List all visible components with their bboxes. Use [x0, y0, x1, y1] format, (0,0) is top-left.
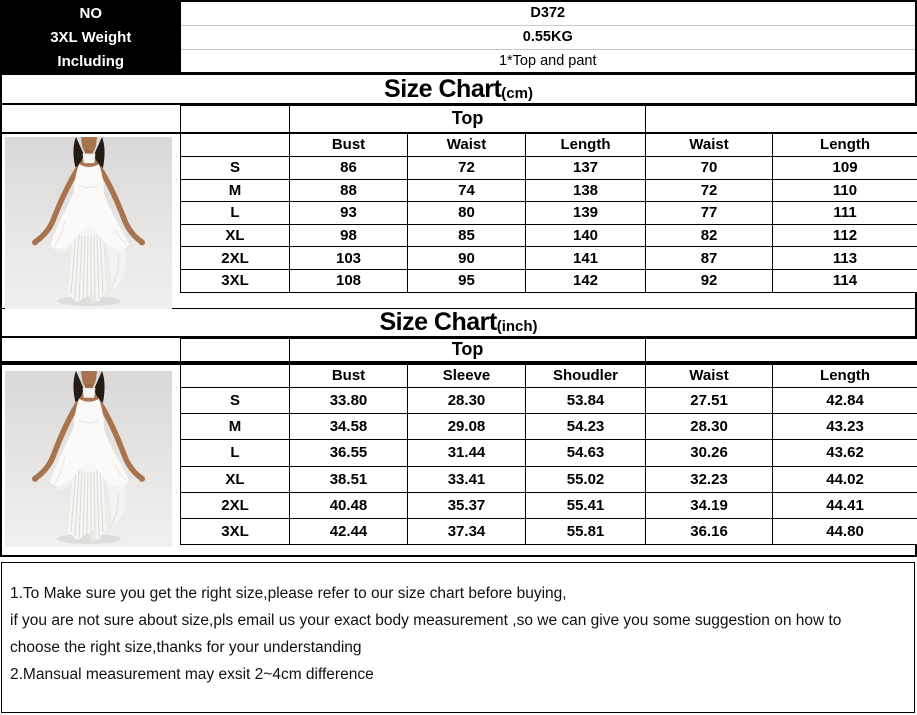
- size-label: M: [181, 179, 290, 202]
- info-value-style-number: D372: [181, 1, 917, 25]
- size-row-s: [181, 157, 917, 180]
- size-label: L: [181, 202, 290, 225]
- measurement-value: 33.80: [290, 388, 408, 414]
- measurement-value: 103: [290, 247, 408, 270]
- column-header: Bust: [290, 363, 408, 388]
- measurement-value: 54.63: [526, 440, 646, 466]
- empty-corner-cell: [181, 133, 290, 157]
- note-line: 2.Mansual measurement may exsit 2~4cm difference: [10, 666, 374, 683]
- measurement-value: 55.81: [526, 518, 646, 544]
- size-row-2xl: [181, 492, 917, 518]
- garment-group-label: Top: [290, 339, 646, 363]
- title-text-inch: Size Chart: [379, 308, 497, 336]
- empty-cell: [181, 339, 290, 363]
- size-row-xl: [181, 466, 917, 492]
- measurement-value: 37.34: [408, 518, 526, 544]
- measurement-value: 27.51: [646, 388, 773, 414]
- measurement-value: 42.84: [773, 388, 917, 414]
- size-chart-inch-title: [2, 308, 915, 338]
- measurement-value: 38.51: [290, 466, 408, 492]
- measurement-value: 140: [526, 224, 646, 247]
- size-label: M: [181, 414, 290, 440]
- measurement-value: 44.41: [773, 492, 917, 518]
- measurement-value: 110: [773, 179, 917, 202]
- column-header: Length: [773, 133, 917, 157]
- info-label-including: Including: [1, 49, 181, 73]
- info-value-weight: 0.55KG: [181, 25, 917, 49]
- size-table-cm: [180, 105, 917, 293]
- column-header: Sleeve: [408, 363, 526, 388]
- chart-area: [0, 72, 917, 557]
- measurement-value: 55.41: [526, 492, 646, 518]
- model-photo-illustration: [5, 371, 172, 547]
- size-row-l: [181, 440, 917, 466]
- measurement-value: 72: [408, 157, 526, 180]
- size-label: S: [181, 157, 290, 180]
- measurement-value: 137: [526, 157, 646, 180]
- measurement-value: 87: [646, 247, 773, 270]
- model-photo-illustration: [5, 137, 172, 309]
- measurement-value: 43.62: [773, 440, 917, 466]
- measurement-value: 86: [290, 157, 408, 180]
- title-unit-cm: (cm): [501, 84, 533, 102]
- divider-line: [2, 132, 180, 134]
- column-header: Waist: [646, 363, 773, 388]
- column-header: Shoudler: [526, 363, 646, 388]
- measurement-value: 44.80: [773, 518, 917, 544]
- note-line: if you are not sure about size,pls email us your exact body measurement ,so we can give you some suggestion on how to: [10, 612, 842, 629]
- title-unit-inch: (inch): [496, 318, 538, 335]
- size-row-3xl: [181, 269, 917, 292]
- measurement-value: 108: [290, 269, 408, 292]
- measurement-value: 36.55: [290, 440, 408, 466]
- measurement-value: 70: [646, 157, 773, 180]
- measurement-value: 32.23: [646, 466, 773, 492]
- size-row-s: [181, 388, 917, 414]
- measurement-value: 85: [408, 224, 526, 247]
- measurement-value: 55.02: [526, 466, 646, 492]
- empty-cell: [646, 106, 917, 133]
- info-row-including: [1, 49, 917, 73]
- info-value-including: 1*Top and pant: [498, 53, 597, 70]
- empty-cell: [646, 339, 917, 363]
- empty-cell: [181, 106, 290, 133]
- column-header-row: [181, 133, 917, 157]
- column-header: Length: [526, 133, 646, 157]
- divider-line: [2, 361, 180, 365]
- measurement-value: 30.26: [646, 440, 773, 466]
- measurement-value: 40.48: [290, 492, 408, 518]
- model-photo: [5, 137, 172, 309]
- size-row-m: [181, 414, 917, 440]
- measurement-value: 112: [773, 224, 917, 247]
- measurement-value: 80: [408, 202, 526, 225]
- measurement-value: 35.37: [408, 492, 526, 518]
- measurement-value: 54.23: [526, 414, 646, 440]
- measurement-value: 42.44: [290, 518, 408, 544]
- column-header: Length: [773, 363, 917, 388]
- measurement-value: 34.19: [646, 492, 773, 518]
- measurement-value: 141: [526, 247, 646, 270]
- measurement-value: 138: [526, 179, 646, 202]
- column-header: Waist: [646, 133, 773, 157]
- measurement-value: 113: [773, 247, 917, 270]
- size-label: S: [181, 388, 290, 414]
- column-header: Bust: [290, 133, 408, 157]
- size-table-inch: [180, 338, 917, 545]
- measurement-value: 92: [646, 269, 773, 292]
- measurement-value: 90: [408, 247, 526, 270]
- measurement-value: 98: [290, 224, 408, 247]
- column-header: Waist: [408, 133, 526, 157]
- measurement-value: 33.41: [408, 466, 526, 492]
- measurement-value: 31.44: [408, 440, 526, 466]
- measurement-value: 53.84: [526, 388, 646, 414]
- garment-group-label: Top: [290, 106, 646, 133]
- title-text-cm: Size Chart: [384, 74, 502, 103]
- size-label: 3XL: [181, 269, 290, 292]
- size-row-m: [181, 179, 917, 202]
- note-line: choose the right size,thanks for your understanding: [10, 639, 362, 656]
- measurement-value: 34.58: [290, 414, 408, 440]
- size-chart-cm-title: [2, 75, 915, 105]
- measurement-value: 82: [646, 224, 773, 247]
- size-row-l: [181, 202, 917, 225]
- info-label-weight: 3XL Weight: [1, 25, 181, 49]
- info-label-no: NO: [1, 1, 181, 25]
- group-header-row: [181, 106, 917, 133]
- measurement-value: 88: [290, 179, 408, 202]
- size-label: 3XL: [181, 518, 290, 544]
- product-info-table: [0, 0, 917, 73]
- measurement-value: 111: [773, 202, 917, 225]
- size-row-xl: [181, 224, 917, 247]
- size-label: XL: [181, 224, 290, 247]
- measurement-value: 95: [408, 269, 526, 292]
- group-header-row: [181, 339, 917, 363]
- measurement-value: 43.23: [773, 414, 917, 440]
- measurement-value: 109: [773, 157, 917, 180]
- measurement-value: 44.02: [773, 466, 917, 492]
- measurement-value: 28.30: [408, 388, 526, 414]
- measurement-value: 93: [290, 202, 408, 225]
- empty-corner-cell: [181, 363, 290, 388]
- note-line: 1.To Make sure you get the right size,please refer to our size chart before buying,: [10, 585, 567, 602]
- measurement-value: 77: [646, 202, 773, 225]
- measurement-value: 29.08: [408, 414, 526, 440]
- measurement-value: 28.30: [646, 414, 773, 440]
- column-header-row: [181, 363, 917, 388]
- size-label: L: [181, 440, 290, 466]
- size-row-2xl: [181, 247, 917, 270]
- info-row-no: [1, 1, 917, 25]
- model-photo: [5, 371, 172, 547]
- measurement-value: 36.16: [646, 518, 773, 544]
- sizing-notes: [1, 562, 915, 713]
- measurement-value: 74: [408, 179, 526, 202]
- size-row-3xl: [181, 518, 917, 544]
- size-label: 2XL: [181, 247, 290, 270]
- measurement-value: 139: [526, 202, 646, 225]
- measurement-value: 72: [646, 179, 773, 202]
- measurement-value: 114: [773, 269, 917, 292]
- size-label: 2XL: [181, 492, 290, 518]
- measurement-value: 142: [526, 269, 646, 292]
- size-label: XL: [181, 466, 290, 492]
- info-row-weight: [1, 25, 917, 49]
